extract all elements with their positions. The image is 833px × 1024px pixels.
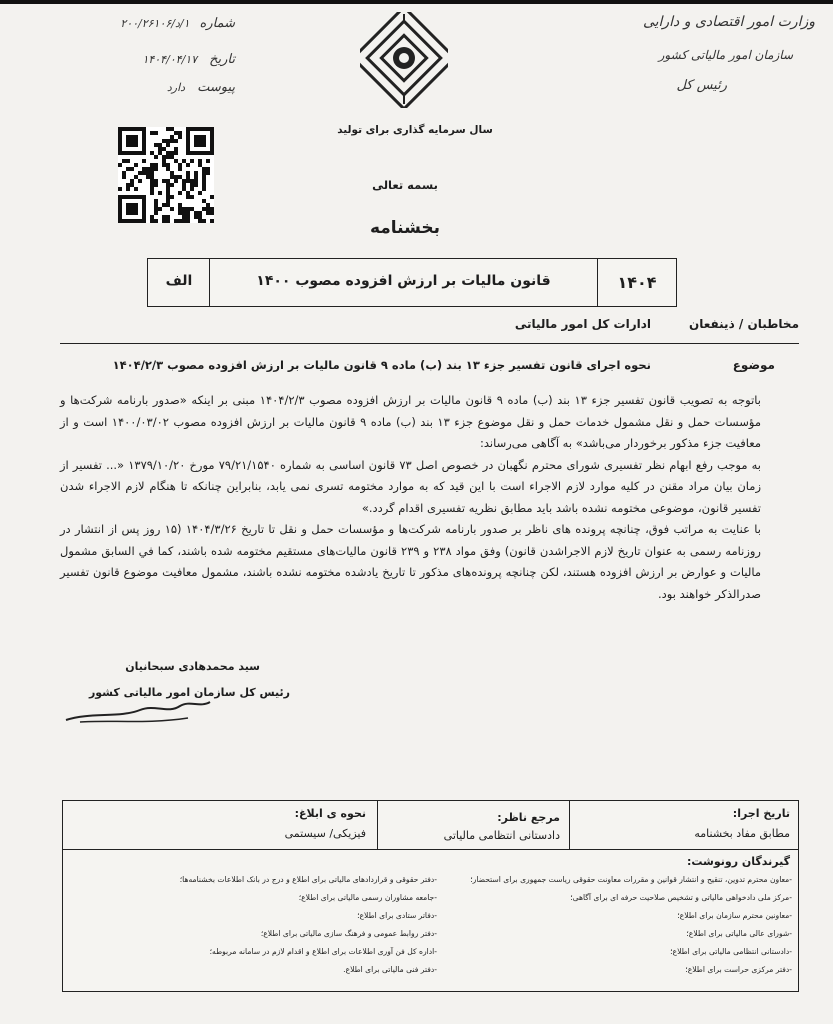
emblem-icon — [360, 12, 448, 108]
qr-code — [118, 127, 214, 223]
subject-value: نحوه اجرای قانون تفسیر جزء ۱۳ بند (ب) ماده ۹ قانون مالیات بر ارزش افزوده مصوب ۱۴۰۴/۲/۳ — [112, 358, 651, 372]
distribution-item: -دفتر حقوقی و قراردادهای مالیاتی برای اطلاع و درج در بانک اطلاعات بخشنامه‌ها؛ — [179, 875, 437, 884]
year-slogan: سال سرمایه گذاری برای تولید — [337, 124, 493, 136]
distribution-item: -جامعه مشاوران رسمی مالیاتی برای اطلاع؛ — [298, 893, 437, 902]
distribution-item: -دادستانی انتظامی مالیاتی برای اطلاع؛ — [670, 947, 792, 956]
cell-divider — [209, 259, 210, 306]
basmala: بسمه تعالی — [372, 178, 438, 192]
distribution-item: -معاونین محترم سازمان برای اطلاع؛ — [677, 911, 792, 920]
distribution-item: -شورای عالی مالیاتی برای اطلاع؛ — [686, 929, 792, 938]
cell-divider — [569, 801, 570, 849]
circular-body — [60, 390, 761, 605]
meta-section — [60, 313, 799, 383]
ministry-header — [585, 14, 815, 110]
distribution-left-column — [69, 871, 437, 979]
number-row — [120, 16, 235, 31]
reference-block — [85, 16, 235, 106]
attachment-row — [167, 80, 235, 95]
distribution-item: -معاون محترم تدوین، تنقیح و انتشار قوانین و مقررات معاونت حقوقی ریاست جمهوری برای استحضار؛ — [470, 875, 792, 884]
number-label: شماره — [199, 16, 235, 31]
body-paragraph-1: باتوجه به تصویب قانون تفسیر جزء ۱۳ بند (ب) ماده ۹ قانون مالیات بر ارزش افزوده مصوب ۱۴۰۴/۲/۳ مبنی بر اینکه «صدور بارنامه شرکت‌ها و مؤسسات حمل و نقل مشمول خدمات حمل و نقل موضوع جزء ۱۳ بند (ب) ماده ۹ قانون مالیات بر ارزش افزوده مصوب ۱۴۰۰/۰۳/۰۲ است و از معافیت جزء مذکور برخوردار می‌باشد» به آگاهی می‌رساند: — [60, 393, 761, 450]
authority-value: دادستانی انتظامی مالیاتی — [443, 829, 560, 842]
date-row — [142, 52, 235, 67]
distribution-item: -اداره کل فن آوری اطلاعات برای اطلاع و اقدام لازم در سامانه مربوطه؛ — [209, 947, 437, 956]
distribution-item: -دفاتر ستادی برای اطلاع؛ — [357, 911, 437, 920]
notify-label: نحوه ی ابلاغ: — [294, 807, 366, 820]
body-paragraph-2: به موجب رفع ابهام نظر تفسیری شورای محترم نگهبان در خصوص اصل ۷۳ قانون اساسی به شماره ۷۹/۲۱/۱۵۴۰ مورخ ۱۳۷۹/۱۰/۲۰ «... تفسیر از زمان بیان مراد مقنن در کلیه موارد لازم الاجراء است با این قید که به موارد مختومه تسری نمی یابد، بنابراین چنانکه تا هنگام لازم الاجراء شدن تفسیر قانون، موضوعی مختومه نشده باشد باید مطابق نظریه تفسیری اقدام گردد.» — [60, 457, 762, 515]
exec-date-value: مطابق مفاد بخشنامه — [694, 827, 790, 840]
circular-year: ۱۴۰۴ — [617, 273, 657, 292]
title-table — [147, 258, 677, 307]
qr-code-icon — [118, 127, 214, 223]
addressees-label: مخاطبان / ذینفعان — [689, 317, 799, 331]
ministry-line-2: سازمان امور مالیاتی کشور — [658, 48, 793, 62]
cell-divider — [597, 259, 598, 306]
meta-divider — [60, 343, 799, 344]
signatory-title: رئیس کل سازمان امور مالیاتی کشور — [88, 686, 290, 699]
series-code: الف — [165, 273, 193, 289]
authority-label: مرجع ناظر: — [497, 811, 560, 824]
attachment-label: پیوست — [197, 80, 235, 95]
top-edge — [0, 0, 833, 4]
distribution-item: -دفتر مرکزی حراست برای اطلاع؛ — [685, 965, 792, 974]
footer-box — [62, 800, 799, 992]
attachment-value: دارد — [166, 81, 186, 94]
ministry-line-1: وزارت امور اقتصادی و دارایی — [642, 14, 815, 30]
footer-info-row — [63, 801, 798, 849]
footer-divider — [63, 849, 798, 850]
date-value: ۱۴۰۴/۰۴/۱۷ — [142, 53, 198, 66]
date-label: تاریخ — [209, 52, 235, 67]
distribution-item: -دفتر روابط عمومی و فرهنگ سازی مالیاتی برای اطلاع؛ — [260, 929, 437, 938]
organization-emblem — [360, 12, 448, 108]
distribution-right-column — [440, 871, 792, 979]
notify-value: فیزیکی/ سیستمی — [284, 827, 366, 840]
ministry-line-3: رئیس کل — [676, 78, 727, 93]
exec-date-label: تاریخ اجرا: — [732, 807, 790, 820]
law-title: قانون مالیات بر ارزش افزوده مصوب ۱۴۰۰ — [256, 273, 551, 289]
distribution-item: -دفتر فنی مالیاتی برای اطلاع. — [343, 965, 437, 974]
addressees-value: ادارات کل امور مالیاتی — [514, 317, 651, 331]
document-type: بخشنامه — [369, 218, 441, 238]
subject-label: موضوع — [732, 358, 775, 372]
signature-block — [60, 660, 300, 740]
number-value: ۱/د/۲۰۰/۲۶۱۰۶ — [120, 17, 190, 30]
handwritten-signature — [60, 690, 220, 730]
cell-divider — [377, 801, 378, 849]
distribution-item: -مرکز ملی دادخواهی مالیاتی و تشخیص صلاحیت حرفه ای برای آگاهی؛ — [570, 893, 792, 902]
signatory-name: سید محمدهادی سبحانیان — [125, 660, 260, 673]
distribution-title: گیرندگان رونوشت: — [686, 855, 790, 868]
body-paragraph-3: با عنایت به مراتب فوق، چنانچه پرونده های ناظر بر صدور بارنامه شرکت‌ها و مؤسسات حمل و نقل تا تاریخ ۱۴۰۴/۳/۲۶ (۱۵ روز پس از انتشار در روزنامه رسمی به عنوان تاریخ لازم الاجراشدن قانون) وفق مواد ۲۳۸ و ۲۳۹ قانون مالیات‌های مستقیم مختومه شده باشند، کما في السابق مشمول مالیات و عوارض بر ارزش افزوده هستند، لکن چنانچه پرونده‌های مذکور تا تاریخ یادشده مختومه نشده باشند، مشمول معافیت موضوع قانون تفسیر صدرالذکر خواهند بود. — [60, 522, 761, 601]
